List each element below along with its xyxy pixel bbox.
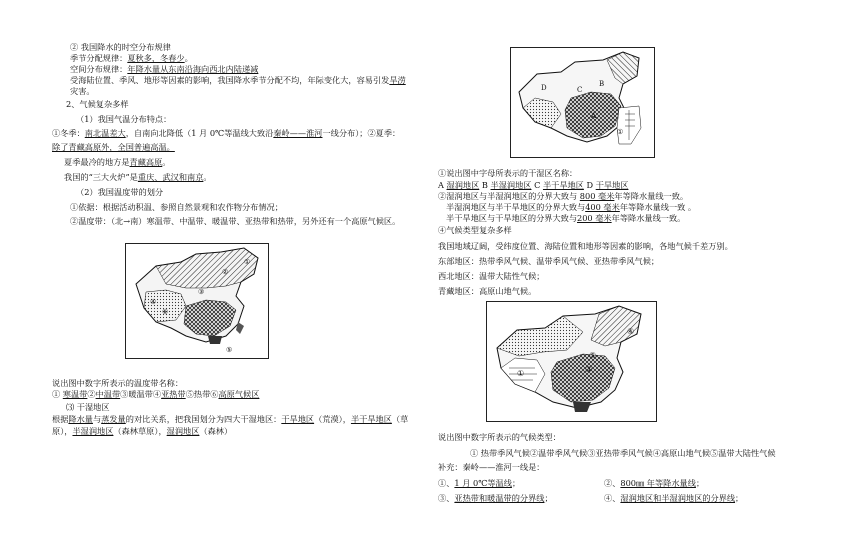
- text-line: 东部地区：热带季风气候、温带季风气候、亚热带季风气候；: [438, 256, 660, 266]
- text-line: （2）我国温度带的划分: [76, 187, 164, 197]
- map-label: ⑤: [589, 351, 597, 360]
- answer-line: ①、1 月 0℃等温线；: [438, 478, 521, 488]
- answer-line: 半干旱地区与干旱地区的分界大致与200 毫米年等降水量线一致。: [446, 213, 686, 223]
- map-label: ⑤: [226, 346, 233, 354]
- text-line: 除了青藏高原外，全国普遍高温。: [52, 142, 175, 152]
- temperature-zone-map: [125, 243, 269, 359]
- answer-line: ① 寒温带②中温带③暖温带④亚热带⑤热带⑥高原气候区: [52, 389, 260, 399]
- map-label: D: [541, 84, 547, 92]
- map-label: A: [591, 112, 597, 120]
- text-line: ①依据：根据活动积温、参照自然景观和农作物分布情况；: [70, 202, 283, 212]
- dry-wet-region-map: [510, 47, 655, 158]
- answer-line: ① 热带季风气候②温带季风气候③亚热带季风气候④高原山地气候⑤温带大陆性气候: [470, 448, 776, 458]
- text-line: 西北地区：温带大陆性气候；: [438, 271, 545, 281]
- china-map-figure: [511, 48, 654, 157]
- text-line: 灾害。: [70, 86, 95, 96]
- china-map-figure: [487, 302, 656, 421]
- map-label: ④: [150, 298, 157, 306]
- text-line: 季节分配规律：夏秋多，冬春少。: [70, 53, 193, 63]
- map-label: ①: [244, 258, 251, 266]
- text-line: 补充：秦岭——淮河一线是：: [438, 462, 545, 472]
- map-label: ③: [585, 365, 593, 374]
- text-line: 夏季最冷的地方是青藏高原。: [64, 157, 171, 167]
- text-line: ②温度带：（北→南）寒温带、中温带、暖温带、亚热带和热带，另外还有一个高原气候区。: [70, 216, 401, 226]
- map-label: ②: [222, 268, 229, 276]
- map-label: ③: [198, 288, 205, 296]
- text-line: 原），半湿润地区（森林草原），湿润地区（森林）: [52, 426, 233, 436]
- section-heading: 2、气候复杂多样: [66, 99, 129, 109]
- answer-line: ②、800㎜ 年等降水量线；: [604, 478, 705, 488]
- climate-type-map: [486, 301, 657, 422]
- text-line: 空间分布规律：年降水量从东南沿海向西北内陆递减: [70, 64, 259, 74]
- text-line: 受海陆位置、季风、地形等因素的影响，我国降水季节分配不均，年际变化大，容易引发旱涝: [70, 75, 406, 85]
- map-label: ⑥: [162, 308, 169, 316]
- text-line: 我国的“三大火炉”是重庆、武汉和南京。: [64, 172, 212, 182]
- question: 说出图中数字所表示的温度带名称：: [52, 378, 184, 388]
- text-line: 青藏地区：高原山地气候。: [438, 286, 537, 296]
- map-label: ④: [627, 327, 635, 336]
- question: ①说出图中字母所表示的干湿区名称：: [438, 168, 578, 178]
- answer-line: A 湿润地区 B 半湿润地区 C 半干旱地区 D 干旱地区: [438, 180, 629, 190]
- question: 说出图中数字所表示的气候类型：: [438, 432, 561, 442]
- answer-line: ④、湿润地区和半湿润地区的分界线；: [604, 493, 744, 503]
- china-map-figure: [126, 244, 268, 358]
- answer-line: ②湿润地区与半湿润地区的分界大致与 800 毫米年等降水量线一致。: [438, 191, 689, 201]
- map-label: B: [599, 80, 605, 88]
- text-line: ①冬季：南北温差大，自南向北降低（1 月 0℃等温线大致沿秦岭——淮河一线分布）；②夏季：: [52, 128, 401, 138]
- map-label: ①: [517, 369, 525, 378]
- text-line: （1）我国气温分布特点：: [76, 114, 172, 124]
- section-heading: ⑶ 干湿地区: [66, 402, 110, 412]
- text-line: 我国地域辽阔，受纬度位置、海陆位置和地形等因素的影响，各地气候千差万别。: [438, 241, 733, 251]
- text-line: 根据降水量与蒸发量的对比关系，把我国划分为四大干湿地区：干旱地区（荒漠），半干旱地区（草: [52, 414, 409, 424]
- text-line: ② 我国降水的时空分布规律: [70, 42, 171, 52]
- map-label: ①: [617, 128, 624, 136]
- answer-line: 半湿润地区与半干旱地区的分界大致与400 毫米年等降水量线一致 。: [446, 202, 697, 212]
- map-label: C: [577, 86, 583, 94]
- section-heading: ④气候类型复杂多样: [438, 225, 512, 235]
- answer-line: ③、亚热带和暖温带的分界线；: [438, 493, 553, 503]
